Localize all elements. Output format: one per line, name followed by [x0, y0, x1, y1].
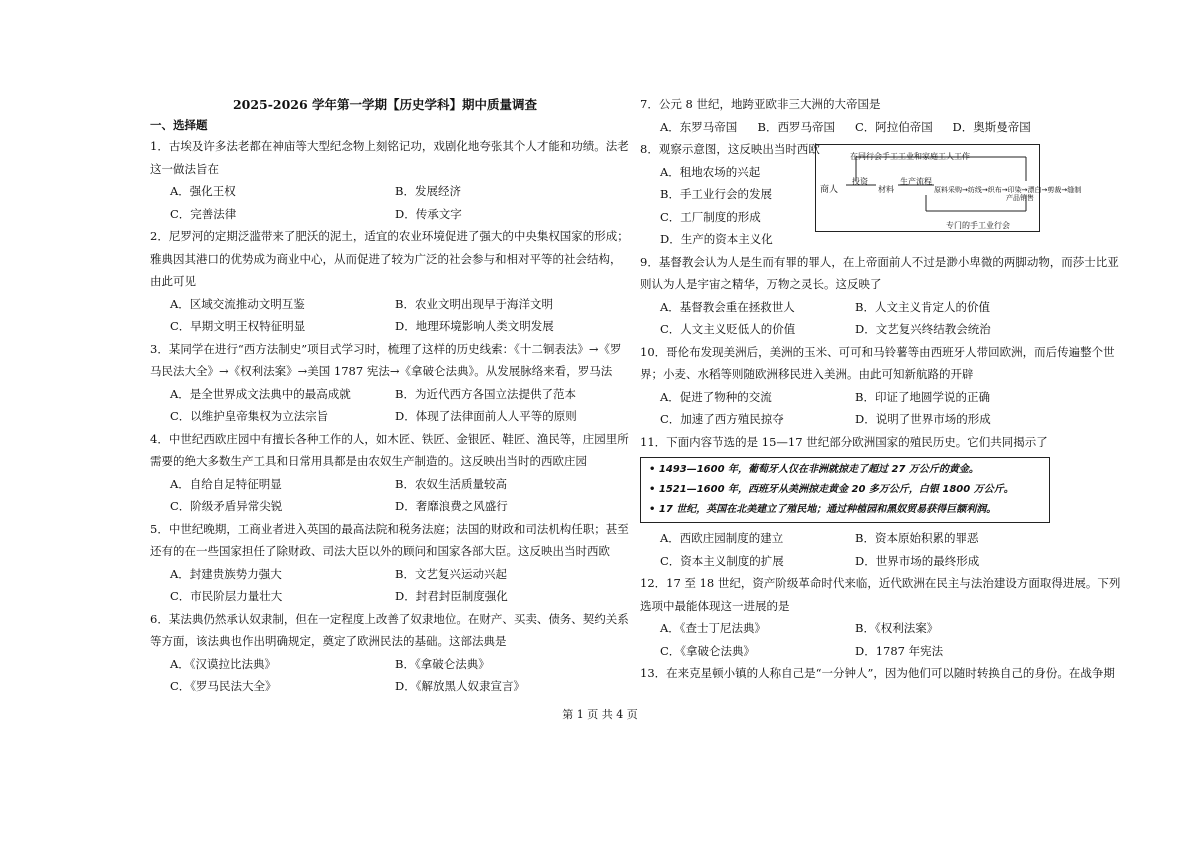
question-13 — [640, 662, 1115, 685]
material-item: • 1493—1600 年，葡萄牙人仅在非洲就掠走了超过 27 万公斤的黄金。 — [649, 464, 979, 475]
question-text: 8．观察示意图，这反映出当时西欧 — [640, 142, 820, 156]
question-10 — [640, 341, 1115, 431]
question-text: 12．17 至 18 世纪，资产阶级革命时代来临，近代欧洲在民主与法治建设方面取得进展。下列 — [640, 576, 1121, 590]
diagram-process: 原料采购→纺线→织布→印染→漂白→剪裁→缝制 — [934, 186, 1082, 194]
option-d: D．奢靡浪费之风盛行 — [395, 499, 508, 513]
question-text: 界；小麦、水稻等则随欧洲移民进入美洲。由此可知新航路的开辟 — [640, 367, 974, 381]
option-a: A．基督教会重在拯救世人 — [660, 299, 795, 314]
option-a: A．《查士丁尼法典》 — [660, 621, 767, 635]
question-text: 5．中世纪晚期，工商业者进入英国的最高法院和税务法庭；法国的财政和司法机构任职；甚至 — [150, 521, 629, 536]
question-text: 4．中世纪西欧庄园中有擅长各种工作的人，如木匠、铁匠、金银匠、鞋匠、渔民等，庄园里所 — [150, 431, 629, 446]
option-a: A．自给自足特征明显 — [170, 476, 282, 491]
option-c: C．以维护皇帝集权为立法宗旨 — [170, 409, 329, 423]
question-5 — [150, 518, 629, 608]
option-d: D．封君封臣制度强化 — [395, 589, 508, 603]
diagram-arrow-invest: 投资 — [852, 177, 868, 186]
option-a: A．租地农场的兴起 — [660, 164, 761, 179]
option-d: D．文艺复兴终结教会统治 — [855, 322, 991, 336]
option-b: B．为近代西方各国立法提供了范本 — [395, 386, 576, 401]
section-label: 一、选择题 — [150, 118, 208, 132]
material-item: • 1521—1600 年，西班牙从美洲掠走黄金 20 多万公斤，白银 1800 万公斤。 — [649, 484, 1014, 495]
option-a: A．东罗马帝国 — [660, 119, 738, 134]
option-d: D．奥斯曼帝国 — [952, 119, 1031, 134]
question-text: 13．在来克星顿小镇的人称自己是“一分钟人”，因为他们可以随时转换自己的身份。在战争期 — [640, 666, 1115, 680]
option-b: B．手工业行会的发展 — [660, 187, 772, 201]
option-b: B．印证了地圆学说的正确 — [855, 389, 990, 404]
option-b: B．农奴生活质量较高 — [395, 476, 507, 491]
option-c: C．阿拉伯帝国 — [855, 119, 933, 134]
option-c: C．早期文明王权特征明显 — [170, 319, 306, 333]
question-11 — [640, 431, 1050, 573]
option-b: B．发展经济 — [395, 184, 461, 198]
question-text: 1．古埃及许多法老都在神庙等大型纪念物上刻铭记功，戏剧化地夸张其个人才能和功绩。法老 — [150, 139, 629, 153]
option-a: A．封建贵族势力强大 — [170, 566, 282, 581]
diagram-material: 材料 — [878, 185, 894, 194]
option-a: A．区域交流推动文明互鉴 — [170, 296, 305, 311]
question-text: 10．哥伦布发现美洲后，美洲的玉米、可可和马铃薯等由西班牙人带回欧洲，而后传遍整个世 — [640, 344, 1115, 359]
option-b: B．《权利法案》 — [855, 621, 939, 635]
question-text: 雅典因其港口的优势成为商业中心，从而促进了较为广泛的社会参与和相对平等的社会结构， — [150, 251, 622, 266]
question-text: 11．下面内容节选的是 15—17 世纪部分欧洲国家的殖民历史。它们共同揭示了 — [640, 434, 1048, 449]
option-d: D．地理环境影响人类文明发展 — [395, 319, 554, 333]
option-d: D．体现了法律面前人人平等的原则 — [395, 409, 577, 423]
question-text: 马民法大全》→《权利法案》→美国 1787 宪法→《拿破仑法典》。从发展脉络来看，罗马法 — [150, 364, 613, 378]
material-box — [640, 457, 1050, 523]
question-text: 2．尼罗河的定期泛滥带来了肥沃的泥土，适宜的农业环境促进了强大的中央集权国家的形成； — [150, 229, 629, 243]
question-6 — [150, 608, 629, 698]
question-text: 6．某法典仍然承认奴隶制，但在一定程度上改善了奴隶地位。在财产、买卖、债务、契约关系 — [150, 611, 629, 626]
option-c: C．《拿破仑法典》 — [660, 643, 756, 658]
option-b: B．资本原始积累的罪恶 — [855, 531, 979, 545]
option-b: B．文艺复兴运动兴起 — [395, 566, 507, 581]
material-item: • 17 世纪，英国在北美建立了殖民地；通过种植园和黑奴贸易获得巨额利润。 — [649, 504, 997, 515]
option-a: A．强化王权 — [170, 184, 236, 198]
diagram-bottom-label: 专门的手工业行会 — [946, 221, 1010, 230]
question-9 — [640, 251, 1119, 341]
option-a: A．《汉谟拉比法典》 — [170, 656, 277, 671]
diagram-merchant: 商人 — [820, 185, 839, 195]
option-b: B．农业文明出现早于海洋文明 — [395, 296, 553, 311]
exam-title: 2025-2026 学年第一学期【历史学科】期中质量调查 — [232, 97, 538, 112]
question-2 — [150, 225, 629, 338]
option-d: D．说明了世界市场的形成 — [855, 412, 991, 426]
option-c: C．《罗马民法大全》 — [170, 679, 277, 693]
question-text: 7．公元 8 世纪，地跨亚欧非三大洲的大帝国是 — [640, 97, 881, 111]
question-text: 由此可见 — [150, 274, 196, 288]
question-3 — [150, 338, 620, 428]
option-c: C．人文主义贬低人的价值 — [660, 322, 796, 336]
question-text: 等方面，该法典也作出明确规定，奠定了欧洲民法的基础。这部法典是 — [150, 634, 507, 648]
question-text: 则认为人是宇宙之精华，万物之灵长。这反映了 — [640, 277, 882, 291]
question-text: 需要的绝大多数生产工具和日常用具都是由农奴生产制造的。这反映出当时的西欧庄园 — [150, 454, 587, 468]
process-diagram — [815, 144, 1082, 232]
diagram-tail: 产品销售 — [1006, 194, 1034, 202]
option-c: C．阶级矛盾异常尖锐 — [170, 499, 283, 513]
option-d: D．传承文字 — [395, 206, 462, 221]
question-text: 9．基督教会认为人是生而有罪的罪人，在上帝面前人不过是渺小卑微的两脚动物，而莎士比亚 — [640, 254, 1119, 269]
question-text: 3．某同学在进行“西方法制史”项目式学习时，梳理了这样的历史线索：《十二铜表法》→《罗 — [150, 341, 622, 356]
page-footer: 第 1 页 共 4 页 — [562, 708, 638, 721]
diagram-top-label: 在同行会手工工业和家庭工人工作 — [850, 152, 970, 161]
diagram-arrow-process: 生产流程 — [900, 177, 932, 186]
option-a: A．西欧庄园制度的建立 — [660, 531, 784, 545]
option-c: C．资本主义制度的扩展 — [660, 553, 784, 568]
option-d: D．1787 年宪法 — [855, 643, 944, 658]
option-c: C．加速了西方殖民掠夺 — [660, 412, 784, 426]
option-c: C．完善法律 — [170, 206, 237, 221]
right-column — [640, 93, 1121, 685]
question-8 — [640, 138, 1082, 251]
option-a: A．是全世界成文法典中的最高成就 — [170, 386, 351, 401]
question-12 — [640, 572, 1121, 662]
option-d: D．世界市场的最终形成 — [855, 553, 980, 568]
question-4 — [150, 428, 629, 518]
option-b: B．西罗马帝国 — [757, 119, 835, 134]
question-text: 这一做法旨在 — [150, 161, 219, 176]
left-column — [150, 95, 629, 698]
question-7 — [640, 93, 1050, 138]
option-c: C．市民阶层力量壮大 — [170, 589, 283, 603]
option-d: D．生产的资本主义化 — [660, 232, 773, 246]
option-c: C．工厂制度的形成 — [660, 209, 761, 224]
option-d: D．《解放黑人奴隶宣言》 — [395, 679, 525, 693]
option-a: A．促进了物种的交流 — [660, 389, 772, 404]
question-1 — [150, 135, 629, 225]
option-b: B．人文主义肯定人的价值 — [855, 299, 990, 314]
option-b: B．《拿破仑法典》 — [395, 656, 490, 671]
question-text: 还有的在一些国家担任了除财政、司法大臣以外的顾问和国家各部大臣。这反映出当时西欧 — [150, 544, 610, 558]
question-text: 选项中最能体现这一进展的是 — [640, 598, 790, 613]
